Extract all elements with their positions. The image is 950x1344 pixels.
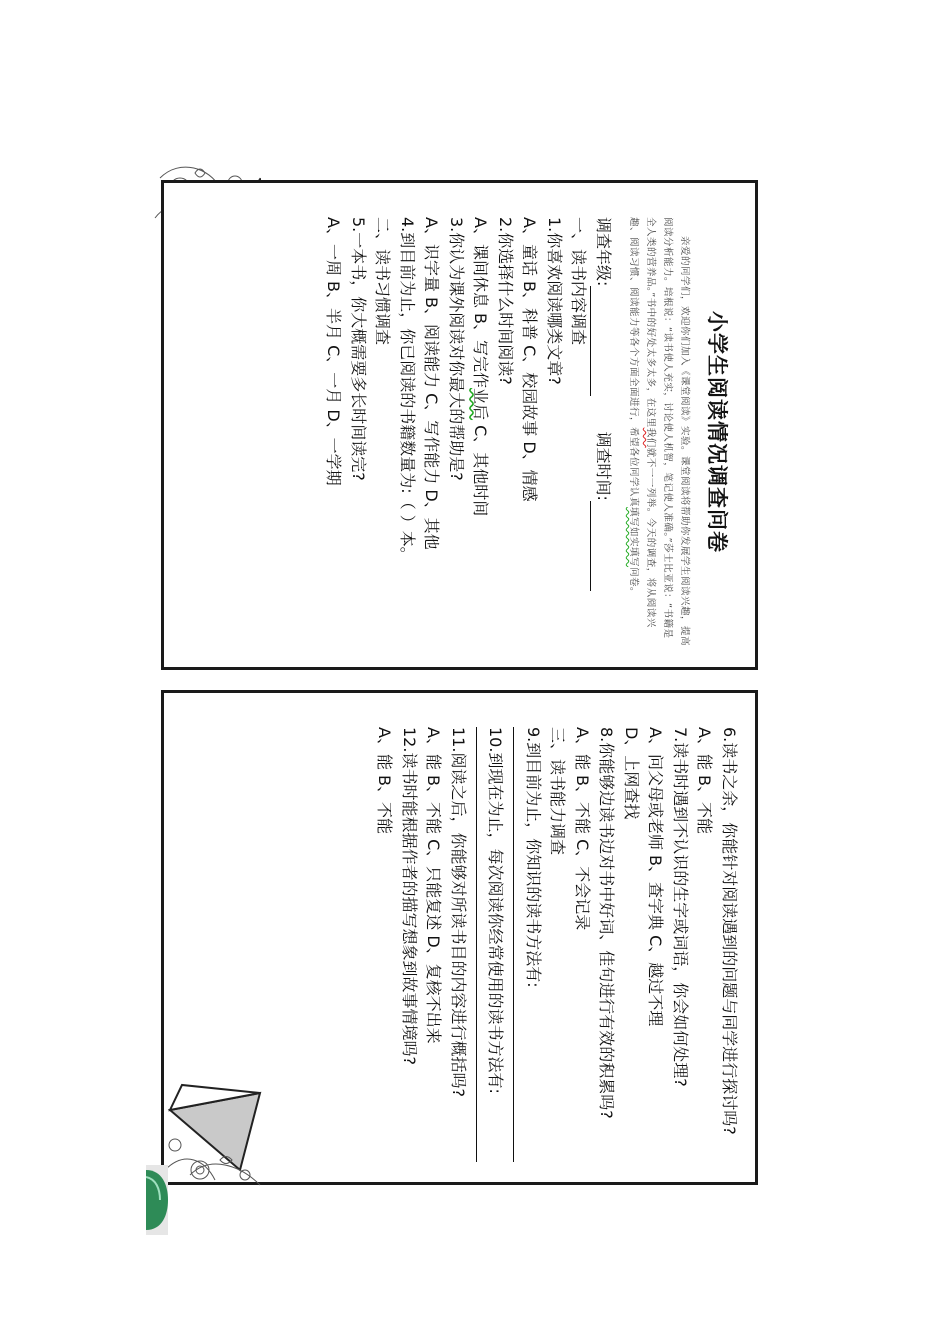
question-6: 6.读书之余，你能针对阅读遇到的问题与同学进行探讨吗?: [720, 727, 739, 1135]
section-3-title: 三、读书能力调查: [548, 727, 568, 856]
page-1-content: [164, 183, 755, 667]
question-7-options: A、问父母或老师 B、查字典 C、越过不理: [646, 727, 666, 1027]
page-title: 小学生阅读情况调查问卷: [705, 311, 729, 553]
answer-line-10: [476, 727, 477, 1162]
q2-options-part-b: C、其他时间: [471, 420, 491, 517]
intro-text-2: 就不一一列举。今天的调查，将从阅读兴趣、阅读习惯、阅读能力等各个方面全面进行，希望各位同学认真: [628, 217, 656, 628]
side-tab-icon: [146, 1165, 168, 1235]
question-11: 11.阅读之后，你能够对所读书目的内容进行概括吗?: [449, 727, 468, 1097]
time-label: 调查时间:: [594, 431, 613, 501]
intro-text-1: 亲爱的同学们，欢迎你们加入《课堂阅读》实验。课堂阅读将帮助你发展学生阅读兴趣，提高阅读分析能力。培根说：“读书使人充实，讨论使人机智，笔记使人准确。”莎士比亚说：“书籍是全人类的营养品。”书中的好处太多太多，在这里: [645, 217, 690, 647]
survey-info-row: [591, 217, 616, 647]
floral-corner-ornament: [160, 1075, 280, 1190]
section-2-title: 二、读书习惯调查: [373, 217, 393, 346]
time-field[interactable]: [591, 501, 608, 591]
question-3: 3.你认为课外阅读对你最大的帮助是?: [447, 217, 466, 481]
intro-paragraph: [625, 217, 693, 647]
question-9: 9.到目前为止，你知识的读书方法有:: [524, 727, 543, 988]
survey-page-1: [161, 180, 758, 670]
question-6-options: A、能 B、不能: [695, 727, 715, 835]
question-1-options: A、童话 B、科普 C、校园故事 D、情感: [520, 217, 540, 502]
question-8-options: A、能 B、不能 C、不会记录: [573, 727, 592, 931]
intro-text-3: 问卷。: [628, 567, 639, 598]
answer-line-9: [514, 727, 515, 1162]
q2-options-part-a: A、课间休息 B、写完作: [471, 217, 491, 389]
intro-grammar-flag: 填写如实填写: [628, 507, 639, 568]
grade-field[interactable]: [591, 286, 608, 396]
question-8: 8.你能够边读书边对书中好词、佳句进行有效的积累吗?: [597, 727, 617, 1119]
section-1-title: 一、读书内容调查: [569, 217, 589, 346]
q2-flagged-text: 业后: [471, 388, 491, 421]
question-12-options: A、能 B、不能: [375, 727, 395, 835]
question-7: 7.读书时遇到不认识的生字或词语，你会如何处理?: [671, 727, 690, 1087]
intro-flagged-word: 我们: [645, 427, 656, 448]
question-2: 2.你选择什么时间阅读?: [496, 217, 515, 385]
question-5: 5.一本书，你大概需要多长时间读完?: [349, 217, 368, 481]
question-3-options: A、识字量 B、阅读能力 C、写作能力 D、其他: [422, 217, 442, 550]
question-4: 4.到目前为止，你已阅读的书籍数量为:（ ）本。: [398, 217, 417, 563]
question-1: 1.你喜欢阅读哪类文章?: [545, 217, 564, 385]
question-12: 12.读书时能根据作者的描写想象到故事情境吗?: [400, 727, 419, 1065]
question-5-options: A、一周 B、半月 C、一月 D、一学期: [324, 217, 344, 486]
grade-label: 调查年级:: [594, 217, 613, 287]
question-11-options: A、能 B、不能 C、只能复述 D、复核不出来: [424, 727, 444, 1044]
question-7-option-d: D、上网查找: [622, 727, 641, 820]
question-10: 10.到现在为止，每次阅读你经常使用的读书方法有:: [486, 727, 506, 1094]
question-2-options: [468, 217, 493, 647]
